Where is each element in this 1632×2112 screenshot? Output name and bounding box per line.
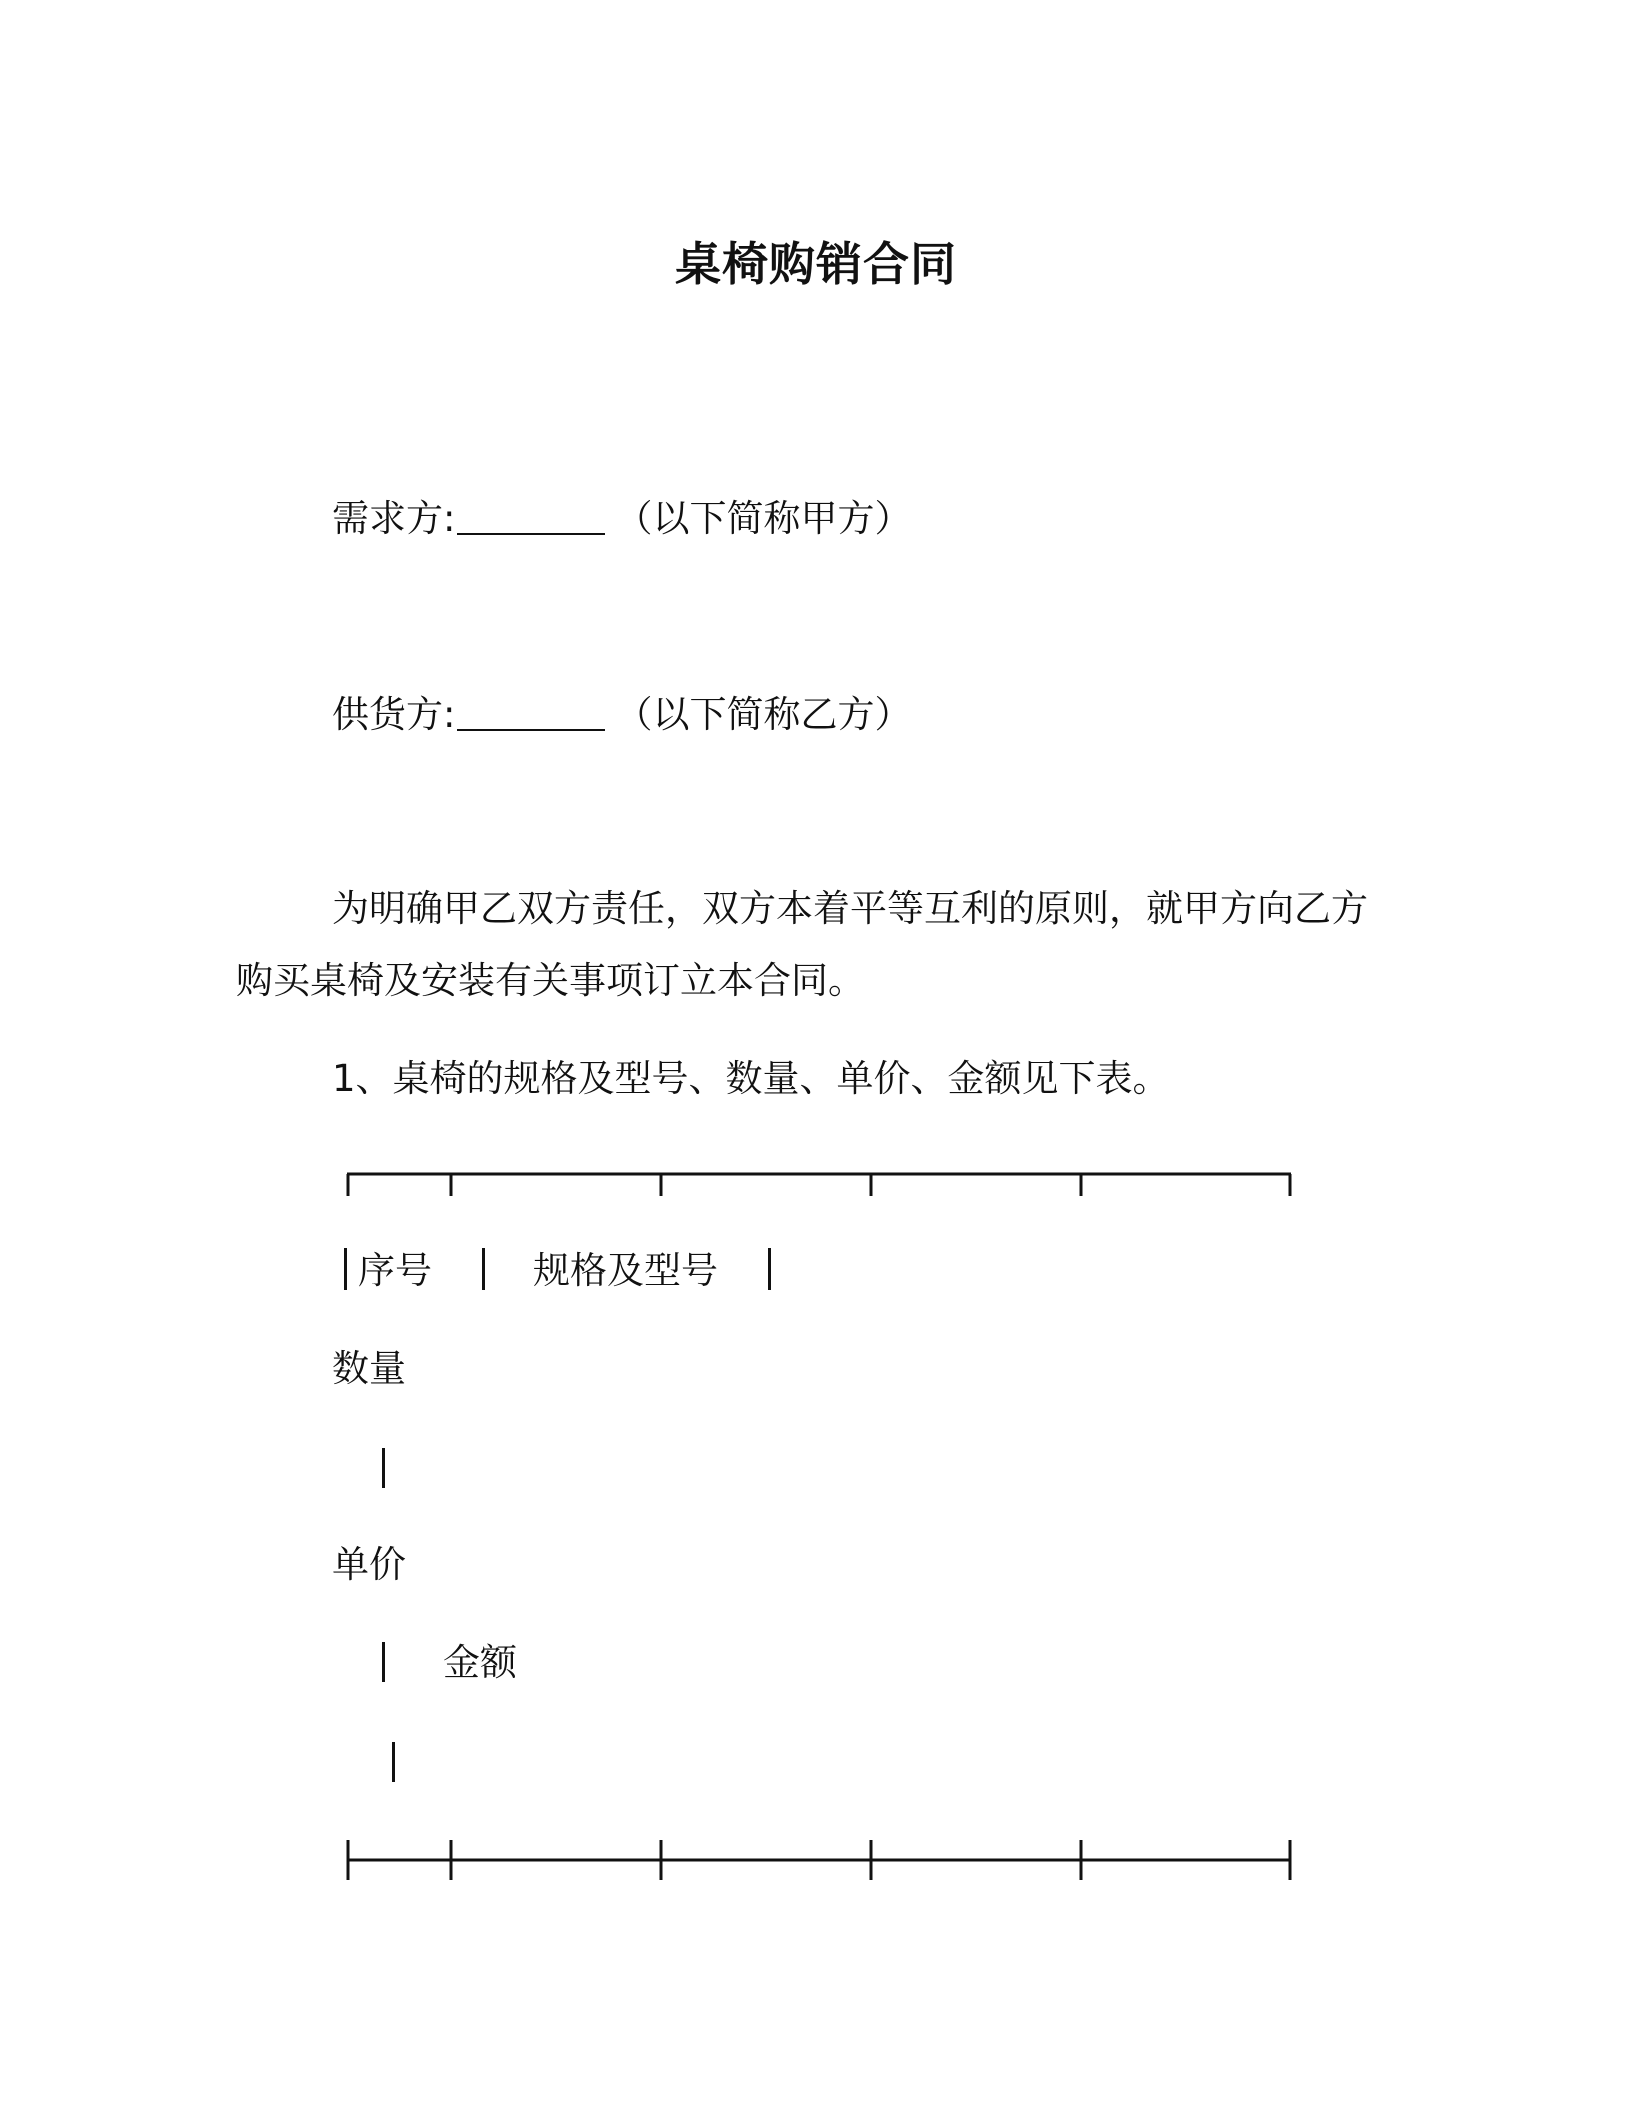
table-cell-divider: [392, 1742, 395, 1782]
party-a-note: （以下简称甲方）: [615, 497, 912, 540]
party-a-line: [332, 494, 911, 544]
table-header-spec: 规格及型号: [533, 1249, 718, 1292]
table-header-qty: 数量: [332, 1347, 406, 1390]
table-bottom-border: [346, 1838, 1292, 1884]
table-cell-divider: [344, 1248, 347, 1290]
intro-paragraph-line-2: 购买桌椅及安装有关事项订立本合同。: [236, 959, 865, 1002]
table-header-price: 单价: [332, 1543, 406, 1586]
table-cell-divider: [482, 1248, 485, 1290]
table-top-border: [346, 1172, 1292, 1202]
table-cell-divider: [382, 1448, 385, 1488]
clause-1: 1、桌椅的规格及型号、数量、单价、金额见下表。: [332, 1057, 1170, 1100]
party-b-line: [332, 690, 911, 740]
party-b-note: （以下简称乙方）: [615, 693, 912, 736]
document-title: 桌椅购销合同: [675, 237, 957, 291]
table-header-amount: 金额: [443, 1641, 517, 1684]
party-a-label: 需求方:: [332, 497, 456, 540]
table-cell-divider: [382, 1642, 385, 1682]
intro-paragraph-line-1: 为明确甲乙双方责任，双方本着平等互利的原则，就甲方向乙方: [332, 887, 1368, 930]
party-a-blank[interactable]: [457, 497, 605, 535]
party-b-blank[interactable]: [457, 693, 605, 731]
party-b-label: 供货方:: [332, 693, 456, 736]
table-header-seq: 序号: [358, 1249, 432, 1292]
table-cell-divider: [768, 1248, 771, 1290]
